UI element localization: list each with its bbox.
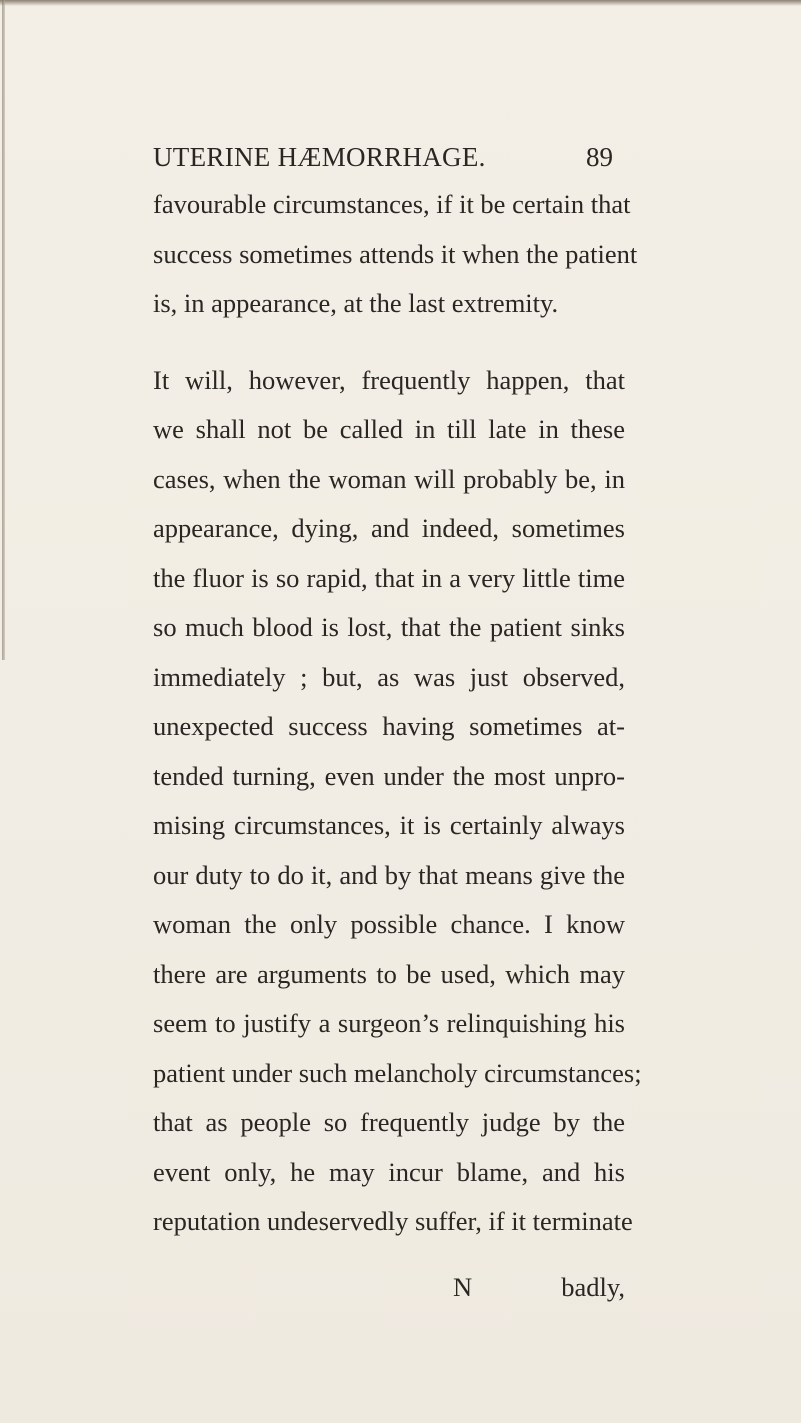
catchword: badly, — [561, 1272, 625, 1302]
text-line: success sometimes attends it when the patient — [153, 238, 638, 269]
text-line: It will, however, frequently happen, that — [153, 364, 625, 395]
text-line: there are arguments to be used, which may — [153, 958, 625, 989]
text-line: appearance, dying, and indeed, sometimes — [153, 513, 625, 543]
text-line: is, in appearance, at the last extremity. — [153, 288, 559, 318]
text-line: tended turning, even under the most unpro- — [153, 760, 625, 791]
text-line: our duty to do it, and by that means give the — [153, 859, 625, 890]
page-left-edge — [2, 0, 5, 660]
page-top-edge — [0, 0, 801, 6]
paragraph — [153, 180, 638, 329]
paragraph — [153, 356, 642, 1247]
page-number: 89 — [586, 142, 613, 172]
text-line: we shall not be called in till late in these — [153, 414, 625, 444]
page-header — [153, 142, 613, 182]
text-line: immediately ; but, as was just observed, — [153, 661, 625, 692]
text-line: woman the only possible chance. I know — [153, 909, 625, 939]
page-footer — [153, 1272, 625, 1312]
text-line: that as people so frequently judge by the — [153, 1107, 625, 1137]
body-text — [153, 180, 642, 1247]
text-line: unexpected success having sometimes at- — [153, 711, 625, 741]
text-line: mising circumstances, it is certainly always — [153, 810, 625, 840]
running-head: UTERINE HÆMORRHAGE. — [153, 142, 486, 172]
text-line: seem to justify a surgeon’s relinquishing his — [153, 1008, 625, 1038]
text-line: patient under such melancholy circumstances; — [153, 1057, 642, 1088]
text-line: so much blood is lost, that the patient sinks — [153, 612, 625, 642]
paragraph-gap — [153, 329, 625, 356]
text-line: the fluor is so rapid, that in a very little time — [153, 562, 625, 593]
text-line: reputation undeservedly suffer, if it terminate — [153, 1206, 633, 1236]
text-line: cases, when the woman will probably be, in — [153, 463, 625, 494]
signature-mark: N — [453, 1272, 473, 1302]
text-line: event only, he may incur blame, and his — [153, 1156, 625, 1187]
text-line: favourable circumstances, if it be certain that — [153, 189, 631, 219]
